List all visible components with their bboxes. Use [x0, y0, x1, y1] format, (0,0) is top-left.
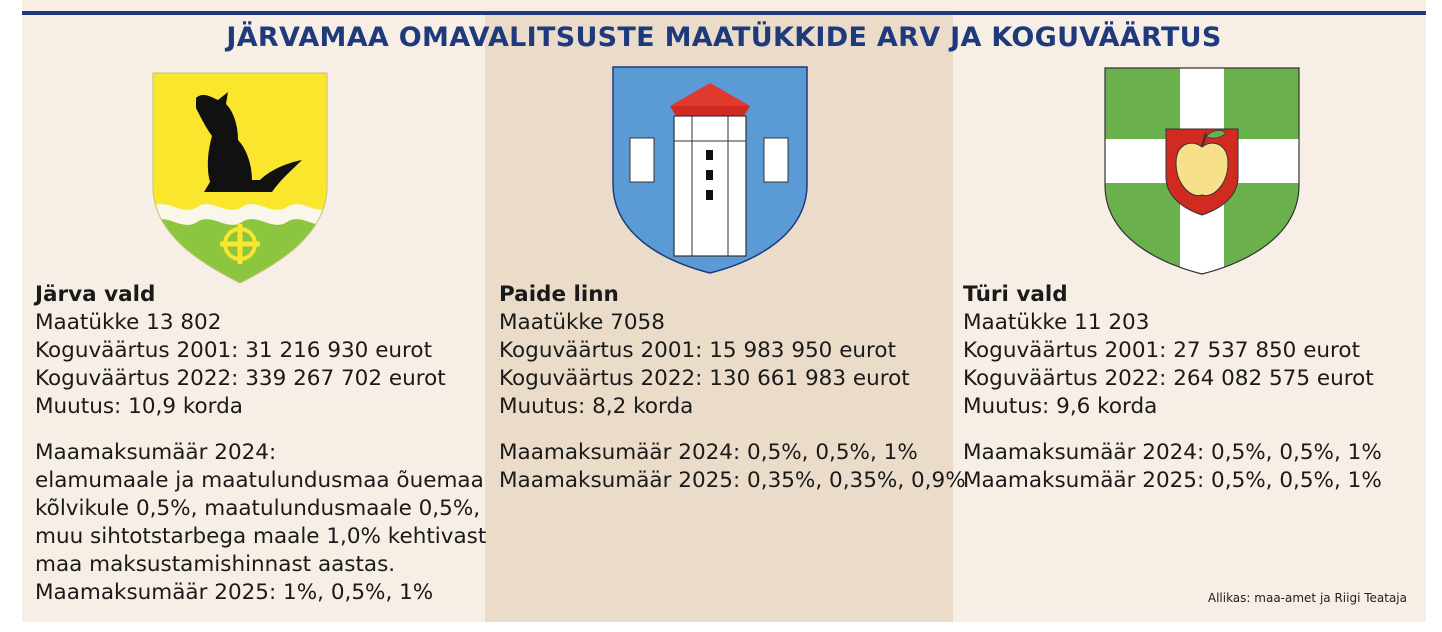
tax-line: muu sihtotstarbega maale 1,0% kehtivast — [35, 524, 487, 549]
stat-line: Muutus: 9,6 korda — [963, 394, 1158, 419]
tax-line: Maamaksumäär 2024: 0,5%, 0,5%, 1% — [963, 440, 1382, 465]
tax-line: Maamaksumäär 2025: 0,35%, 0,35%, 0,9% — [499, 468, 966, 493]
apple-cross-crest-icon — [1104, 67, 1300, 275]
stat-line: Koguväärtus 2001: 31 216 930 eurot — [35, 338, 432, 363]
source-note: Allikas: maa-amet ja Riigi Teataja — [1207, 591, 1407, 605]
stat-line: Maatükke 11 203 — [963, 310, 1150, 335]
stat-line: Muutus: 8,2 korda — [499, 394, 694, 419]
tax-line: elamumaale ja maatulundusmaa õuemaa — [35, 468, 484, 493]
column-turi — [963, 281, 1382, 495]
stat-line: Maatükke 13 802 — [35, 310, 222, 335]
stat-line: Koguväärtus 2022: 264 082 575 eurot — [963, 366, 1374, 391]
municipality-name: Türi vald — [963, 282, 1068, 307]
stat-line: Maatükke 7058 — [499, 310, 665, 335]
tax-line: kõlvikule 0,5%, maatulundusmaale 0,5%, — [35, 496, 481, 521]
tax-line: Maamaksumäär 2025: 1%, 0,5%, 1% — [35, 580, 434, 605]
tax-line: Maamaksumäär 2025: 0,5%, 0,5%, 1% — [963, 468, 1382, 493]
stat-line: Koguväärtus 2022: 339 267 702 eurot — [35, 366, 446, 391]
stat-line: Koguväärtus 2001: 27 537 850 eurot — [963, 338, 1360, 363]
tax-line: Maamaksumäär 2024: — [35, 440, 277, 465]
tower-crest-icon — [612, 66, 808, 274]
wolf-crest-icon — [152, 72, 328, 284]
column-paide — [499, 281, 966, 495]
municipality-name: Järva vald — [35, 282, 156, 307]
stat-line: Muutus: 10,9 korda — [35, 394, 243, 419]
column-jarva — [35, 281, 486, 607]
stat-line: Koguväärtus 2022: 130 661 983 eurot — [499, 366, 910, 391]
tax-line: Maamaksumäär 2024: 0,5%, 0,5%, 1% — [499, 440, 918, 465]
page-title: JÄRVAMAA OMAVALITSUSTE MAATÜKKIDE ARV JA KOGUVÄÄRTUS — [226, 22, 1222, 53]
stat-line: Koguväärtus 2001: 15 983 950 eurot — [499, 338, 896, 363]
top-rule — [22, 11, 1426, 15]
municipality-name: Paide linn — [499, 282, 619, 307]
tax-line: maa maksustamishinnast aastas. — [35, 552, 396, 577]
